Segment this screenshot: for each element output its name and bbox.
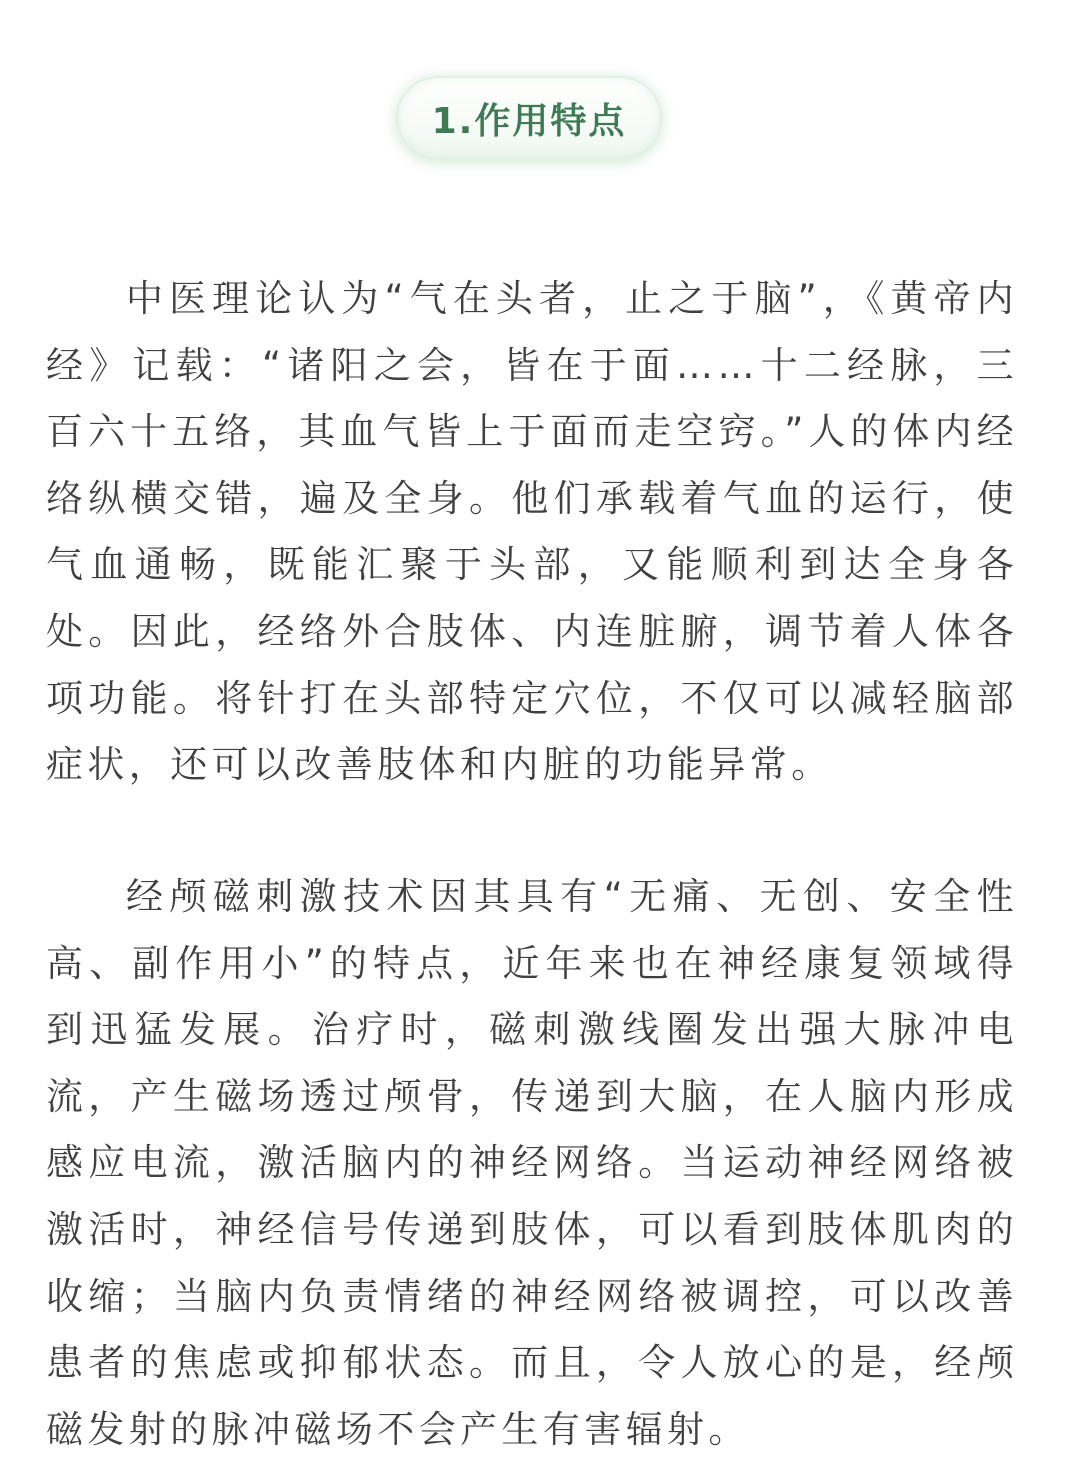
paragraph-meridian-theory: 中医理论认为“气在头者，止之于脑”，《黄帝内经》记载：“诸阳之会，皆在于面……十二经脉，三百六十五络，其血气皆上于面而走空窍。”人的体内经络纵横交错，遍及全身。他们承载着气血的运行，使气血通畅，既能汇聚于头部，又能顺利到达全身各处。因此，经络外合肢体、内连脏腑，调节着人体各项功能。将针打在头部特定穴位，不仅可以减轻脑部症状，还可以改善肢体和内脏的功能异常。	[46, 277, 1018, 787]
section-title: 1.作用特点	[431, 100, 627, 142]
section-title-badge	[396, 76, 662, 160]
paragraph-tms-technology: 经颅磁刺激技术因其具有“无痛、无创、安全性高、副作用小”的特点，近年来也在神经康复领域得到迅猛发展。治疗时，磁刺激线圈发出强大脉冲电流，产生磁场透过颅骨，传递到大脑，在人脑内形成感应电流，激活脑内的神经网络。当运动神经网络被激活时，神经信号传递到肢体，可以看到肢体肌肉的收缩；当脑内负责情绪的神经网络被调控，可以改善患者的焦虑或抑郁状态。而且，令人放心的是，经颅磁发射的脉冲磁场不会产生有害辐射。	[46, 875, 1018, 1451]
